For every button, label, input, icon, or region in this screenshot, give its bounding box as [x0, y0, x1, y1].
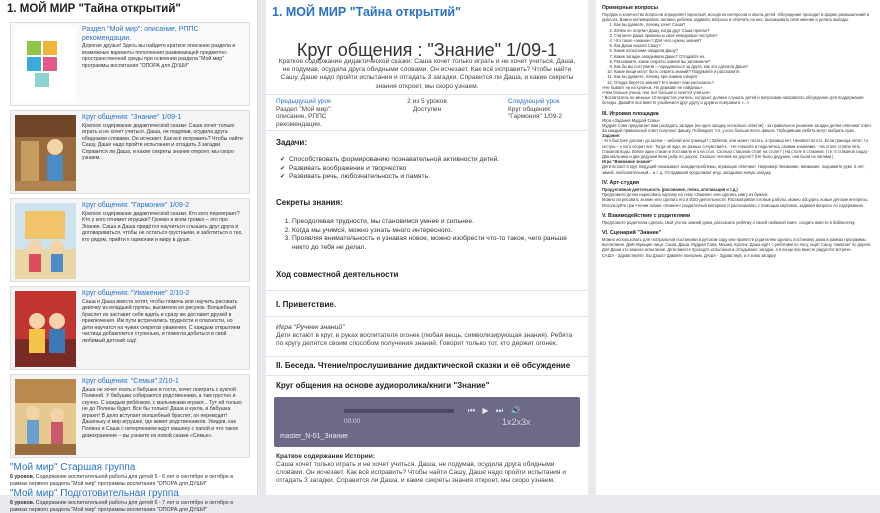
- question-note: * Воспитатель не меньше 10 возрастов учитель, который: должен слушать детей и вопросами направлять обсуждение для поддержания беседы. Давайте все вместе улыбнемся друг другу и дружно поиграем в «...»: [602, 95, 864, 106]
- question-item: 2. Зачем он огорчил Дашу, когда друг Саша пропал?: [614, 28, 874, 33]
- lesson-navigation: [272, 98, 582, 128]
- lesson-thumbnail: [15, 291, 76, 367]
- question-note: «Не бывает ни на кулачок, Но державе не найдёшь»,: [602, 84, 704, 90]
- secret-item: 2. Когда мы учимся, можно узнать много интересного.: [292, 227, 578, 236]
- divider: [266, 375, 588, 376]
- task-item: ✔ Развивать воображение и творчество: [280, 165, 578, 174]
- divider: [266, 130, 588, 131]
- group-preparatory: [10, 488, 250, 513]
- questions-heading: Примерные вопросы: [602, 5, 659, 11]
- task-item: ✔ Способствовать формированию познавательной активности детей.: [280, 156, 578, 165]
- respect-illustration: [15, 291, 76, 367]
- group-description: [10, 500, 250, 513]
- audio-player: [274, 397, 580, 447]
- group-senior: [10, 462, 250, 487]
- art-studio-text: Предложите детям нарисовать картину на тему «Знание» или сделать книгу из бумаги.: [602, 192, 769, 198]
- scenario-heading: VI. Сценарий "Знание": [602, 229, 662, 236]
- lesson-progress-count: 2 из 5 уроков: [407, 98, 447, 105]
- lesson-thumbnail: [15, 203, 76, 279]
- playground-game2-text: Дети встают в круг. Ведущий показывает загадки-проблемы, играющие отвечают. Например: Внимание, внимание, поднимите руки. 5 лет, зимой, любознательный... и т. д. Отгадавший продолжает игру, загадывая новую загадку.: [602, 164, 865, 175]
- lesson-list-panel: [0, 0, 258, 513]
- next-lesson-title: Круг общения: "Гармония" 1/09-2: [508, 105, 563, 120]
- question-item: 7. Какие загадки загадывали Даше? Отгадайте их.: [614, 54, 874, 59]
- audio-progress-bar[interactable]: [344, 409, 454, 413]
- questions-list: [614, 22, 874, 84]
- section-conversation: II. Беседа. Чтение/прослушивание дидактической сказки и её обсуждение: [276, 361, 571, 370]
- knowledge-illustration: [15, 115, 76, 191]
- divider: [266, 316, 588, 317]
- audio-heading: Круг общения на основе аудиоролика/книги "Знание": [276, 381, 490, 390]
- playground-game-text: Мудрая Сова предлагает вам разгадать загадки (на одно загадку несколько ответов) - за правильное решение загадки детям отвечают ответ. За каждый правильный ответ получает фишку. Побеждает тот, у кого больше всего фишек. Победившие ребята могут выбрать приз.: [602, 122, 872, 134]
- lesson-card-family[interactable]: [10, 374, 250, 458]
- lesson-card-title[interactable]: Раздел "Мой мир": описание, РППС рекомендации.: [82, 26, 199, 42]
- question-item: 10. Какие вещи могут быть секрета знаний? Подумайте и расскажите.: [614, 69, 874, 74]
- divider: [266, 94, 588, 95]
- group-title-link[interactable]: "Мой мир" Подготовительная группа: [10, 488, 179, 499]
- tasks-heading: Задачи:: [276, 138, 308, 147]
- lesson-card-title[interactable]: Круг общения: "Знание" 1/09-1: [82, 114, 182, 121]
- art-studio-text: Используйте при чтении сказки «Знание» раздаточный материал и рассказывать с помощью картинок, задавая вопросы по содержанию.: [602, 202, 864, 208]
- section-title: 1. МОЙ МИР "Тайна открытий": [272, 5, 461, 19]
- lesson-card-title[interactable]: Круг общения: "Семья" 2/10-1: [82, 378, 179, 385]
- question-item: 11. Как вы думаете, почему при знании говорят:: [614, 74, 874, 79]
- lesson-card-body: Дорогие друзья! Здесь вы найдете краткое описание раздела и возможные варианты пополнения развивающей предметно-пространственной среды при освоении раздела "Мой мир" программы воспитания "ОПОРА для ДУШИ": [82, 43, 236, 69]
- playground-heading: III. Игровая площадка: [602, 110, 659, 117]
- lesson-card-knowledge[interactable]: [10, 110, 250, 194]
- group-desc-text: Содержание воспитательной работы для детей 5 - 6 лет в сентябре и октябре в рамках первого раздела "Мой мир" программы воспитания "ОПОРА для ДУШИ": [10, 474, 234, 487]
- playground-game-title: Игра «Задания Мудрой Совы»: [602, 117, 661, 123]
- lesson-progress: [392, 98, 462, 114]
- playback-speed[interactable]: 1x2x3x: [502, 417, 531, 427]
- scenario-roles: САША - Здравствуйте. Вы Даша? Давайте поиграем. ДАША - Здравствуй, а я знаю загадку!: [602, 252, 777, 258]
- activity-heading: Ход совместной деятельности: [276, 270, 399, 279]
- section-greeting: I. Приветствие.: [276, 300, 337, 309]
- group-lesson-count: 6 уроков.: [10, 474, 35, 480]
- art-studio-text: Продуктивная деятельность (рисование, лепка, аппликация и т.д.): [602, 186, 738, 192]
- lesson-card-body: Саша и Даша вместе хотят, чтобы помочь или научить рисовать девочку из младшей группы, высмеяли ее рисунок. Волшебный браслет их заставит себя ждать и сразу же доставит друзей в приключения. Им пути встречались трудности и опасности, но дети научатся на чужих секретах уважения. С каждым открытием частица добавляется ступенька, и помогла добиться в свой любимый детский сад!: [82, 298, 241, 345]
- scenario-text: Можно использовать для театральной постановки в детском саду или провести родителям сделать постановку дома в рамках программы воспитания. Действующие лица: Саша, Даша, Мудрая Сова, Мишка, Кролик. Даша идёт с ребятами по лесу, ищет Сашу, помогает по дороге. Для Даши это важное испытание. Дети вместе проходят испытания и отгадывают загадки, а в конце все вместе радуются встрече.: [602, 236, 872, 253]
- lesson-card-harmony[interactable]: [10, 198, 250, 282]
- summary-title: Краткое содержание Истории:: [276, 453, 375, 460]
- next-lesson-label: Следующий урок: [508, 98, 560, 105]
- family-illustration: [15, 379, 76, 455]
- lesson-details-panel: [596, 0, 880, 495]
- prev-icon[interactable]: ⏮: [467, 406, 476, 415]
- lesson-thumbnail: [15, 27, 76, 103]
- lesson-card-title[interactable]: Круг общения: "Гармония" 1/09-2: [82, 202, 190, 209]
- playground-game2-title: Игра "Внимание знание": [602, 159, 653, 165]
- art-studio-heading: IV. Арт-студия: [602, 179, 640, 186]
- audio-file-name: master_N-01_Знание: [280, 433, 349, 440]
- prev-lesson-link[interactable]: [276, 98, 346, 128]
- next-icon[interactable]: ⏭: [495, 406, 504, 415]
- game-text: Дети встают в круг, в руках воспитателя огонек (любая вещь, символизирующая знания). Ребята по кругу делятся своим способом получения знаний. Говорит только тот, кто держит огонек.: [276, 332, 573, 348]
- question-item: 8. Расскажите, какие секреты знания вы запомнили?: [614, 59, 874, 64]
- question-item: 12. Откуда берётся знание? Кто может нам рассказать?: [614, 80, 874, 85]
- task-item: ✔ Развивать речь, любознательность и память.: [280, 173, 578, 182]
- next-lesson-link[interactable]: [508, 98, 578, 121]
- lesson-thumbnail: [15, 379, 76, 455]
- questions-intro: Порядок и количество вопросов определяет взрослый, исходя из интересов и опыта детей. Обсуждение проходит в форме размышлений и диалога. Важно мотивировать активно ребенка задавать вопросы и отвечать на них, высказывать свое мнение и делать выводы.: [602, 12, 870, 23]
- tasks-list: [280, 156, 578, 182]
- secrets-list: [282, 218, 578, 252]
- question-item: 4. Что такое «знание»? Для чего нужны знания?: [614, 38, 874, 43]
- playground-task-label: Задание:: [602, 133, 621, 139]
- prev-lesson-title: Раздел "Мой мир": описание, РППС рекомендации.: [276, 105, 332, 128]
- divider: [266, 290, 588, 291]
- lesson-card-body: Краткое содержание дидактической сказки: Кто кого переиграет? Кто у кого отнимет игрушки? Громко и всем громко – это про Знание. Саша и Даша придётся научиться слышать друг друга и договариваться, чтобы не остаться грустными, и заботиться о тех, кто рядом, прийти к гармонии и миру в душе.: [82, 210, 243, 243]
- parents-heading: V. Взаимодействие с родителями: [602, 212, 691, 219]
- lesson-title: Круг общения : "Знание" 1/09-1: [296, 40, 558, 60]
- prev-lesson-label: Предыдущий урок: [276, 98, 331, 105]
- divider: [266, 356, 588, 357]
- lesson-thumbnail: [15, 115, 76, 191]
- lesson-card-respect[interactable]: [10, 286, 250, 370]
- question-item: 1. Как вы думаете, почему хочет Саша?: [614, 22, 874, 27]
- play-icon[interactable]: ▶: [482, 406, 489, 415]
- harmony-illustration: [15, 203, 76, 279]
- group-desc-text: Содержание воспитательной работы для детей 6 - 7 лет в сентябре и октябре в рамках первого раздела "Мой мир" программы воспитания "ОПОРА для ДУШИ": [10, 500, 234, 513]
- volume-icon[interactable]: 🔊: [510, 406, 521, 415]
- section-title: 1. МОЙ МИР "Тайна открытий": [7, 3, 181, 15]
- question-item: 5. Как Даша искала Сашу?: [614, 43, 874, 48]
- lesson-card-body: Даша не хочет ехать к бабушке в гости, хочет поиграть с куклой Полиной. У бабушки собираются родственники, а там грустно и скучно. С каждым ребёнком, с мальчиками играют... Тут ей только не до Полины будет. Все бы только! Даша и кукла, и бабушка играют! В дело вступает волшебный браслет, он переводит! Дашеньку в мир игрушек, где живет родственников. Увидев, как Полина и Саша с нетерпением ждут машину с папой и что такое домохранение – вы узнаете из новой сказки «Семья».: [82, 386, 242, 439]
- game-title: Игра "Ручеек знаний": [276, 324, 345, 331]
- art-studio-text: Можно ли рисовать знание или сделать его в ИЗО-деятельности. Рассматривая готовые работы, можно обсудить новые детские интересы.: [602, 197, 869, 203]
- secret-item: 3. Проявляя внимательность и узнавая новое, можно изобрести что-то такое, чего раньше никто до тебя не делал.: [292, 235, 578, 252]
- lesson-content-panel: [266, 0, 588, 495]
- question-item: 3. Считаете Даша правильно своё неведомые поступки?: [614, 33, 874, 38]
- audio-time: 00:00: [344, 418, 361, 425]
- parents-text: Предложите родителям сделать свой уголок знаний дома, рассказать ребёнку о своей любимой книге, сходить вместе в библиотеку.: [602, 219, 856, 225]
- question-note: «Чем больше учишь тем, вот больше и хочется учиться»: [602, 90, 711, 96]
- lesson-card-body: Краткое содержание дидактической сказки: Саша хочет только играть и не хочет учиться. Даша, не подумав, осудила друга обидными словами. Он исчезает. Как всё исправить? Чтобы найти Сашу, Даше надо пройти испытания и отгадать 3 загадки. Справится ли Даша, и какие секреты знания откроет, мы скоро узнаем.: [82, 122, 243, 162]
- lesson-status: Доступен: [412, 106, 442, 113]
- lesson-description: Краткое содержание дидактической сказки: Саша хочет только играть и не хочет учиться. Даша, не подумав, осудила друга обидными словами. Он исчезает. Как всё исправить? Чтобы найти Сашу, Даше надо пройти испытания и отгадать 3 загадки. Справится ли Даша, и какие секреты знания откроет, мы скоро узнаем.: [278, 58, 576, 90]
- lesson-card-title[interactable]: Круг общения: "Уважение" 2/10-2: [82, 290, 190, 297]
- group-description: [10, 474, 250, 487]
- lesson-card-intro[interactable]: [10, 22, 250, 106]
- group-title-link[interactable]: "Мой мир" Старшая группа: [10, 462, 136, 473]
- question-item: 6. Какие испытания ожидали Дашу?: [614, 48, 874, 53]
- secrets-heading: Секреты знания:: [276, 198, 343, 207]
- question-item: 9. Как бы вы поступили – порадоваться за друга, как это сделала Даша?: [614, 64, 874, 69]
- playground-tasks: - Кто быстрее догонит до шатки – забегай или граница? | Забегая, или может летать, а граница нет. Неизвестно кто. Если граница летит, то сестры – у кого спорит все. Тогда не жди, он разных сочувствия к. - Не спешите и поделитесь своими знаниями. - На столе стояли пять стаканов воды. Взяли один стакан и поставили его на стол. Сколько стаканов стоит на столе? | На столе 5 стаканов. (т.е. 5 стаканов сюда) - Два мальчика и два дедушки вели рыбу по дороге. Сколько человек на дороге? (Не было дедушек, они были их папами.): [602, 138, 870, 160]
- secret-item: 1. Преодолевая трудности, мы становимся умнее и сильнее.: [292, 218, 578, 227]
- group-lesson-count: 6 уроков.: [10, 500, 35, 506]
- summary-text: Саша хочет только играть и не хочет учиться. Даша, не подумав, осудила друга обидными словами. Он исчезает. Как всё исправить? Чтобы найти Сашу, Даше надо пройти испытания и отгадать 3 загадки. Справится ли Даша, и какие секреты знания откроет, мы скоро узнаем.: [276, 461, 566, 485]
- intro-cover-image: [15, 27, 76, 103]
